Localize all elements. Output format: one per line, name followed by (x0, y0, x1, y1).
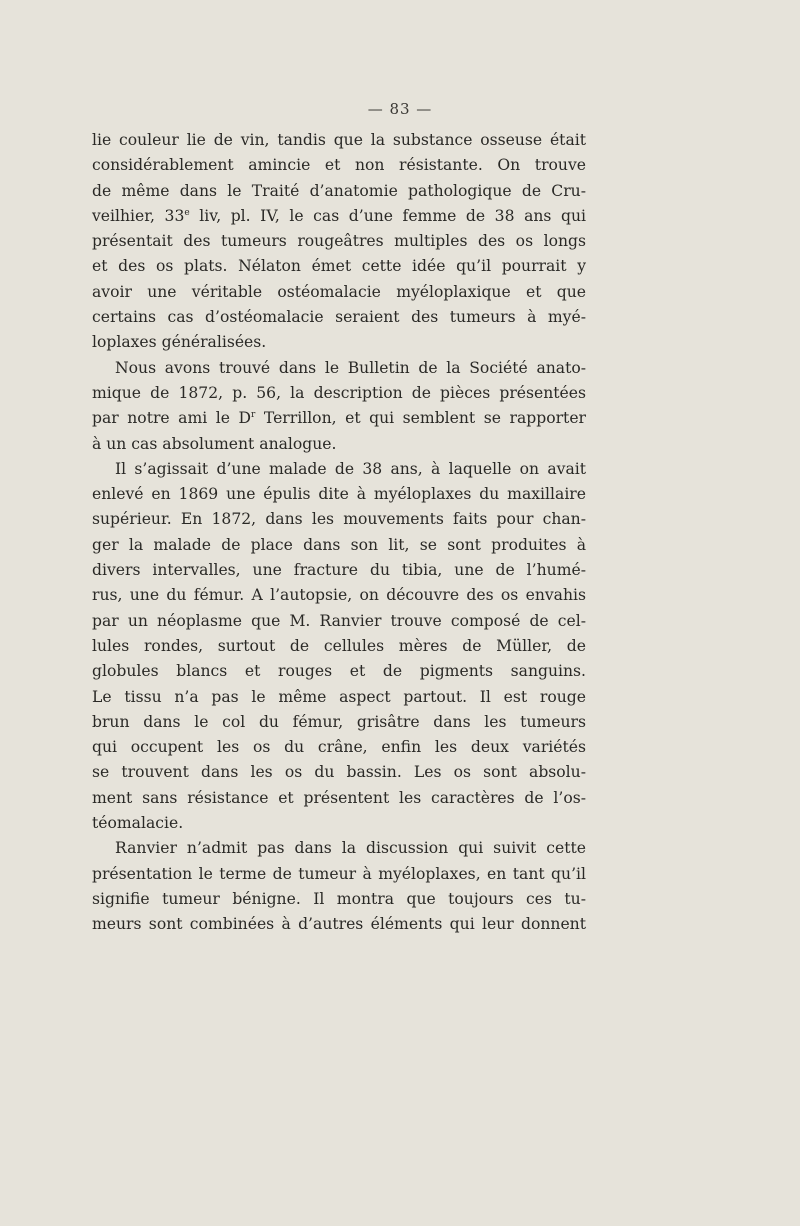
text-line: par notre ami le $D^r$ Terrillon, et qui semblent se rapporter (92, 409, 587, 428)
text-line: veilhier, 33e liv, pl. IV, le cas d’une femme de 38 ans qui (92, 206, 586, 225)
text-line: meurs sont combinées à d’autres éléments qui leur donnent (92, 915, 586, 934)
paragraph (92, 457, 586, 836)
text-line: rus, une du fémur. A l’autopsie, on découvre des os envahis (92, 586, 586, 605)
text-line: se trouvent dans les os du bassin. Les os sont absolu- (92, 763, 586, 782)
text-line: présentation le terme de tumeur à myéloplaxes, en tant qu’il (92, 864, 586, 883)
text-line: globules blancs et rouges et de pigments sanguins. (92, 662, 586, 681)
text-line: à un cas absolument analogue. (92, 434, 337, 453)
text-line: par un néoplasme que M. Ranvier trouve composé de cel- (92, 611, 586, 630)
text-line: divers intervalles, une fracture du tibia, une de l’humé- (92, 561, 586, 580)
text-line: ger la malade de place dans son lit, se sont produites à (92, 535, 586, 554)
text-line: et des os plats. Nélaton émet cette idée qu’il pourrait y (92, 257, 586, 276)
text-line: Ranvier n’admit pas dans la discussion qui suivit cette (115, 839, 586, 858)
text-line: avoir une véritable ostéomalacie myéloplaxique et que (92, 282, 586, 301)
text-line: lules rondes, surtout de cellules mères de Müller, de (92, 636, 586, 655)
text-line: ment sans résistance et présentent les caractères de l’os- (92, 788, 586, 807)
text-line: Il s’agissait d’une malade de 38 ans, à laquelle on avait (115, 459, 586, 478)
text-line: mique de 1872, p. 56, la description de pièces présentées (92, 383, 586, 402)
text-line: supérieur. En 1872, dans les mouvements faits pour chan- (92, 510, 586, 529)
page-number: — 83 — (367, 100, 433, 118)
paragraph (92, 356, 586, 457)
text-line: Nous avons trouvé dans le Bulletin de la Société anato- (115, 358, 586, 377)
text-line: présentait des tumeurs rougeâtres multiples des os longs (92, 232, 586, 251)
text-line: enlevé en 1869 une épulis dite à myéloplaxes du maxillaire (92, 485, 586, 504)
text-line: qui occupent les os du crâne, enfin les deux variétés (92, 738, 586, 757)
text-line: téomalacie. (92, 814, 184, 833)
text-line: certains cas d’ostéomalacie seraient des tumeurs à myé- (92, 308, 586, 327)
text-line: signifie tumeur bénigne. Il montra que toujours ces tu- (92, 889, 586, 908)
text-line: Le tissu n’a pas le même aspect partout. Il est rouge (92, 687, 586, 706)
text-line: loplaxes généralisées. (92, 333, 267, 352)
paragraph (92, 836, 586, 937)
text-line: lie couleur lie de vin, tandis que la substance osseuse était (92, 131, 586, 149)
text-line: brun dans le col du fémur, grisâtre dans les tumeurs (92, 712, 586, 731)
text-line: considérablement amincie et non résistante. On trouve (92, 156, 586, 175)
text-line: de même dans le Traité d’anatomie pathologique de Cru- (92, 181, 586, 200)
paragraph (92, 128, 586, 356)
body-text (92, 128, 586, 938)
